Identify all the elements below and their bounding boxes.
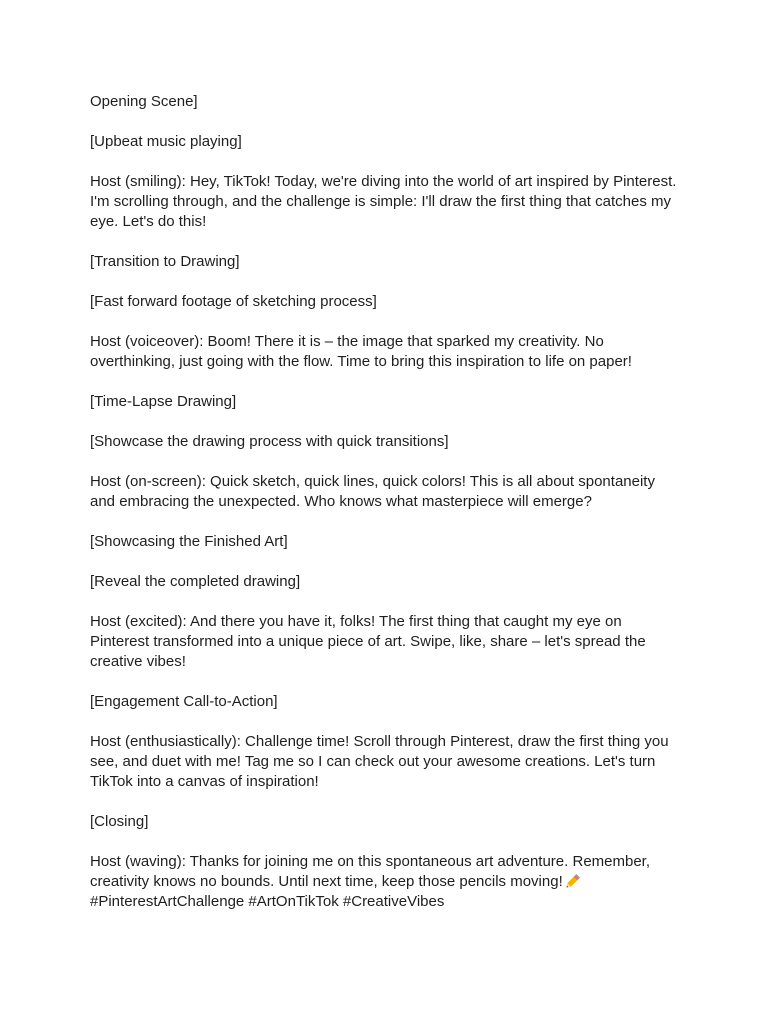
stage-direction-showcase-process: [Showcase the drawing process with quick transitions] [90, 433, 449, 450]
document-body [90, 92, 680, 912]
stage-direction-reveal: [Reveal the completed drawing] [90, 573, 301, 590]
scene-heading-time-lapse: [Time-Lapse Drawing] [90, 393, 237, 410]
scene-heading-opening: Opening Scene] [90, 93, 198, 110]
host-line-voiceover: Host (voiceover): Boom! There it is – the image that sparked my creativity. No overthinking, just going with the flow. Time to bring this inspiration to life on paper! [90, 333, 632, 370]
host-line-intro: Host (smiling): Hey, TikTok! Today, we're diving into the world of art inspired by Pinterest. I'm scrolling through, and the challenge is simple: I'll draw the first thing that catches my eye. Let's do this! [90, 173, 677, 230]
scene-heading-closing: [Closing] [90, 813, 149, 830]
hashtags: #PinterestArtChallenge #ArtOnTikTok #CreativeVibes [90, 893, 445, 910]
stage-direction-fast-forward: [Fast forward footage of sketching process] [90, 293, 377, 310]
host-line-on-screen: Host (on-screen): Quick sketch, quick lines, quick colors! This is all about spontaneity and embracing the unexpected. Who knows what masterpiece will emerge? [90, 473, 655, 510]
pencil-icon [565, 872, 583, 888]
closing-text: Host (waving): Thanks for joining me on this spontaneous art adventure. Remember, creativity knows no bounds. Until next time, keep those pencils moving! [90, 853, 651, 890]
stage-direction-music: [Upbeat music playing] [90, 133, 242, 150]
host-line-enthusiastic: Host (enthusiastically): Challenge time! Scroll through Pinterest, draw the first thing you see, and duet with me! Tag me so I can check out your awesome creations. Let's turn TikTok into a canvas of inspiration! [90, 733, 669, 790]
host-line-closing [90, 852, 680, 912]
host-line-excited: Host (excited): And there you have it, folks! The first thing that caught my eye on Pinterest transformed into a unique piece of art. Swipe, like, share – let's spread the creative vibes! [90, 613, 646, 670]
scene-heading-call-to-action: [Engagement Call-to-Action] [90, 693, 278, 710]
scene-heading-finished-art: [Showcasing the Finished Art] [90, 533, 288, 550]
scene-heading-transition: [Transition to Drawing] [90, 253, 240, 270]
